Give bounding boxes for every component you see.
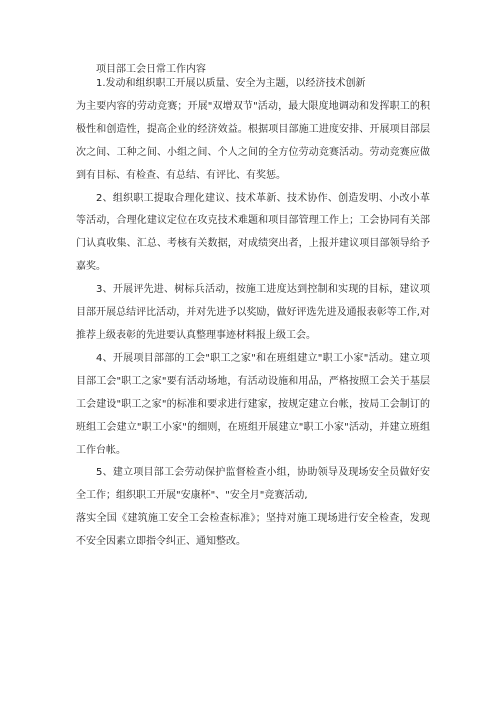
- paragraph-1-lead: 1.发动和组织职工开展以质量、安全为主题，以经济技术创新: [96, 78, 366, 89]
- paragraph-2: 2、组织职工提取合理化建议、技术革新、技术协作、创造发明、小改小革等活动，合理化建议定位在攻克技术难题和项目部管理工作上；工会协同有关部门认真收集、汇总、考核有关数据，对成绩突出者，上报并建议项目部领导给予嘉奖。: [76, 192, 430, 273]
- document-body: [76, 78, 430, 554]
- document-title: 项目部工会日常工作内容: [96, 64, 206, 75]
- paragraph-5a: 5、建立项目部工会劳动保护监督检查小组，协助领导及现场安全员做好安全工作；组织职工开展"安康杯"、"安全月"竞赛活动,: [76, 467, 430, 502]
- paragraph-4: 4、开展项目部部的工会"职工之家"和在班组建立"职工小家"活动。建立项目部工会"职工之家"要有活动场地，有活动设施和用品，严格按照工会关于基层工会建设"职工之家"的标准和要求进行建家，按规定建立台帐，按局工会制订的班组工会建立"职工小家"的细则，在班组开展建立"职工小家"活动，并建立班组工作台帐。: [76, 352, 430, 456]
- paragraph-3: 3、开展评先进、树标兵活动，按施工进度达到控制和实现的目标，建议项目部开展总结评比活动，并对先进予以奖励，做好评选先进及通报表彰等工作,对推荐上级表彰的先进要认真整理事迹材料报上级工会。: [76, 284, 430, 341]
- paragraph-1-rest: 为主要内容的劳动竞赛；开展"双增双节"活动，最大限度地调动和发挥职工的积极性和创造性，提高企业的经济效益。根据项目部施工进度安排、开展项目部层次之间、工种之间、小组之间、个人之间的全方位劳动竞赛活动。劳动竞赛应做到有目标、有检查、有总结、有评比、有奖惩。: [76, 100, 430, 181]
- paragraph-5b: 落实全国《建筑施工安全工会检查标准》；坚持对施工现场进行安全检查，发现不安全因素立即指令纠正、通知整改。: [76, 513, 430, 548]
- paragraph-1: [76, 73, 430, 188]
